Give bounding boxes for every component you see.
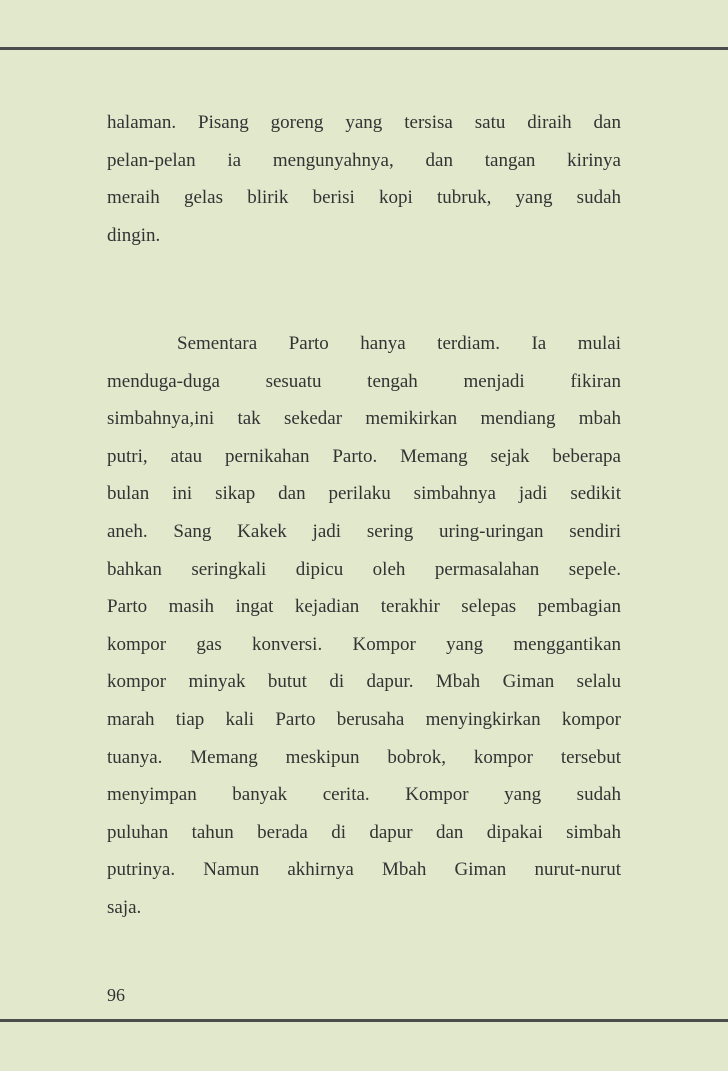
page-number: 96 xyxy=(107,985,125,1005)
header-rule xyxy=(0,47,728,50)
text-line: puluhan tahun berada di dapur dan dipakai simbah xyxy=(107,821,621,843)
text-line: Sementara Parto hanya terdiam. Ia mulai xyxy=(177,333,621,354)
paragraph-1 xyxy=(107,104,621,254)
text-line: aneh. Sang Kakek jadi sering uring-uringan sendiri xyxy=(107,520,621,542)
footer-rule xyxy=(0,1019,728,1022)
text-line: meraih gelas blirik berisi kopi tubruk, yang sudah xyxy=(107,187,621,209)
text-line: dingin. xyxy=(107,224,161,246)
text-line: marah tiap kali Parto berusaha menyingkirkan kompor xyxy=(107,708,621,730)
text-line: putri, atau pernikahan Parto. Memang sejak beberapa xyxy=(107,445,621,467)
text-line: simbahnya,ini tak sekedar memikirkan mendiang mbah xyxy=(107,408,621,430)
text-line: bahkan seringkali dipicu oleh permasalahan sepele. xyxy=(107,558,621,580)
text-line: halaman. Pisang goreng yang tersisa satu diraih dan xyxy=(107,112,621,133)
text-line: menduga-duga sesuatu tengah menjadi fikiran xyxy=(107,370,621,392)
text-line: putrinya. Namun akhirnya Mbah Giman nurut-nurut xyxy=(107,859,621,881)
text-line: kompor gas konversi. Kompor yang menggantikan xyxy=(107,633,621,655)
text-line: pelan-pelan ia mengunyahnya, dan tangan kirinya xyxy=(107,149,621,171)
text-line: menyimpan banyak cerita. Kompor yang sudah xyxy=(107,784,621,806)
text-line: tuanya. Memang meskipun bobrok, kompor tersebut xyxy=(107,746,621,768)
text-line: saja. xyxy=(107,896,142,918)
text-line: Parto masih ingat kejadian terakhir selepas pembagian xyxy=(107,596,621,618)
paragraph-2 xyxy=(107,325,621,927)
text-line: bulan ini sikap dan perilaku simbahnya jadi sedikit xyxy=(107,483,621,505)
text-line: kompor minyak butut di dapur. Mbah Giman selalu xyxy=(107,671,621,693)
